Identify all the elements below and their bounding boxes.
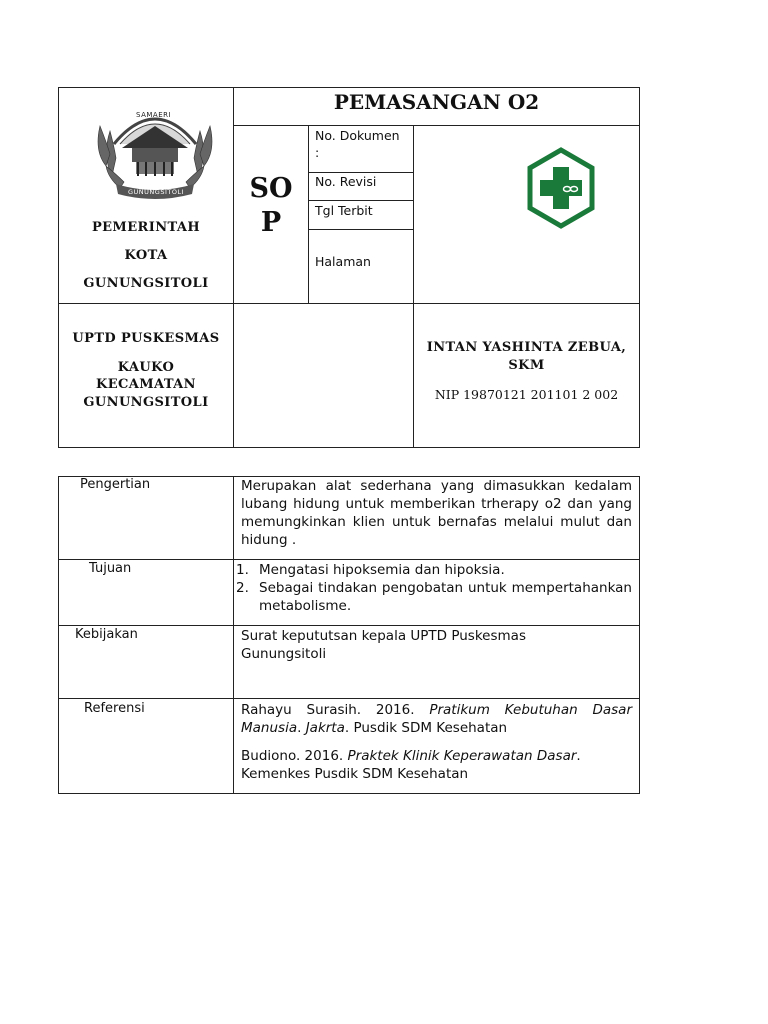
tujuan-item-2-num: 2. <box>236 580 249 596</box>
ref1-title: Pratikum Kebutuhan Dasar Manusia <box>241 702 632 736</box>
sop-label <box>234 172 308 240</box>
tujuan-list <box>236 561 632 615</box>
signer-nip: NIP 19870121 201101 2 002 <box>434 387 619 402</box>
signer-name: INTAN YASHINTA ZEBUA, SKM <box>426 340 627 373</box>
ref1-publisher: . Pusdik SDM Kesehatan <box>344 720 508 736</box>
meta-no-revisi: No. Revisi <box>315 174 377 189</box>
header-top-border <box>58 87 640 88</box>
emblem-banner-text: GUNUNGSITOLI <box>128 188 184 196</box>
meta-row-line-1 <box>308 172 413 173</box>
gov-line-1: PEMERINTAH <box>91 220 201 235</box>
health-cross-icon <box>526 147 596 229</box>
ref2-author: Budiono. 2016. <box>241 748 348 764</box>
tujuan-item-1-text: Mengatasi hipoksemia dan hipoksia. <box>259 562 505 578</box>
unit-line-2: KAUKO <box>117 360 175 375</box>
body-left-border <box>58 476 59 794</box>
body-divider <box>233 476 234 794</box>
gov-line-3: GUNUNGSITOLI <box>83 276 209 291</box>
meta-row-line-3 <box>308 229 413 230</box>
sop-line-2: P <box>260 207 282 238</box>
puskesmas-logo <box>526 147 596 229</box>
tujuan-item-2-text: Sebagai tindakan pengobatan untuk mempertahankan metabolisme. <box>259 580 632 614</box>
header-right-border <box>639 87 640 448</box>
meta-tgl-terbit: Tgl Terbit <box>315 203 373 218</box>
title-divider <box>233 125 640 126</box>
body-row-line-1 <box>58 559 640 560</box>
meta-halaman: Halaman <box>315 254 371 269</box>
body-right-border <box>639 476 640 794</box>
page-title: PEMASANGAN O2 <box>333 90 540 114</box>
gov-line-2: KOTA <box>124 248 168 263</box>
referensi-item-2 <box>241 747 632 783</box>
ref1-city: Jakrta <box>305 720 345 736</box>
pengertian-text: Merupakan alat sederhana yang dimasukkan kedalam lubang hidung untuk memberikan trherapy o2 dan yang memungkinkan klien untuk bernafas melalui mulut dan hidung . <box>241 478 632 548</box>
meta-no-dokumen: No. Dokumen : <box>315 128 400 160</box>
body-bottom-border <box>58 793 640 794</box>
city-emblem <box>92 96 218 204</box>
tujuan-item-1 <box>236 561 632 579</box>
header-divider-v1 <box>233 87 234 448</box>
emblem-text: SAMAERI <box>136 111 172 119</box>
tujuan-item-1-num: 1. <box>236 562 249 578</box>
header-middle-line <box>58 303 640 304</box>
ref1-sep: . <box>297 720 306 736</box>
header-left-border <box>58 87 59 448</box>
tujuan-label: Tujuan <box>89 561 132 576</box>
body-row-line-2 <box>58 625 640 626</box>
unit-line-3: KECAMATAN <box>96 377 196 392</box>
referensi-label: Referensi <box>84 701 145 716</box>
ref2-publisher: . Kemenkes Pusdik SDM Kesehatan <box>241 748 581 782</box>
meta-row-line-2 <box>308 200 413 201</box>
kebijakan-label: Kebijakan <box>75 627 138 642</box>
body-row-line-3 <box>58 698 640 699</box>
sop-line-1: SO <box>249 173 293 204</box>
tujuan-item-2 <box>236 579 632 615</box>
kebijakan-text: Surat kepututsan kepala UPTD Puskesmas Gunungsitoli <box>241 628 526 662</box>
pengertian-label: Pengertian <box>80 477 151 492</box>
header-bottom-border <box>58 447 640 448</box>
ref1-author: Rahayu Surasih. 2016. <box>241 702 430 718</box>
unit-line-1: UPTD PUSKESMAS <box>72 331 220 346</box>
unit-line-4: GUNUNGSITOLI <box>83 395 209 410</box>
referensi-item-1 <box>241 701 632 737</box>
ref2-title: Praktek Klinik Keperawatan Dasar <box>347 748 577 764</box>
sop-divider <box>308 125 309 303</box>
